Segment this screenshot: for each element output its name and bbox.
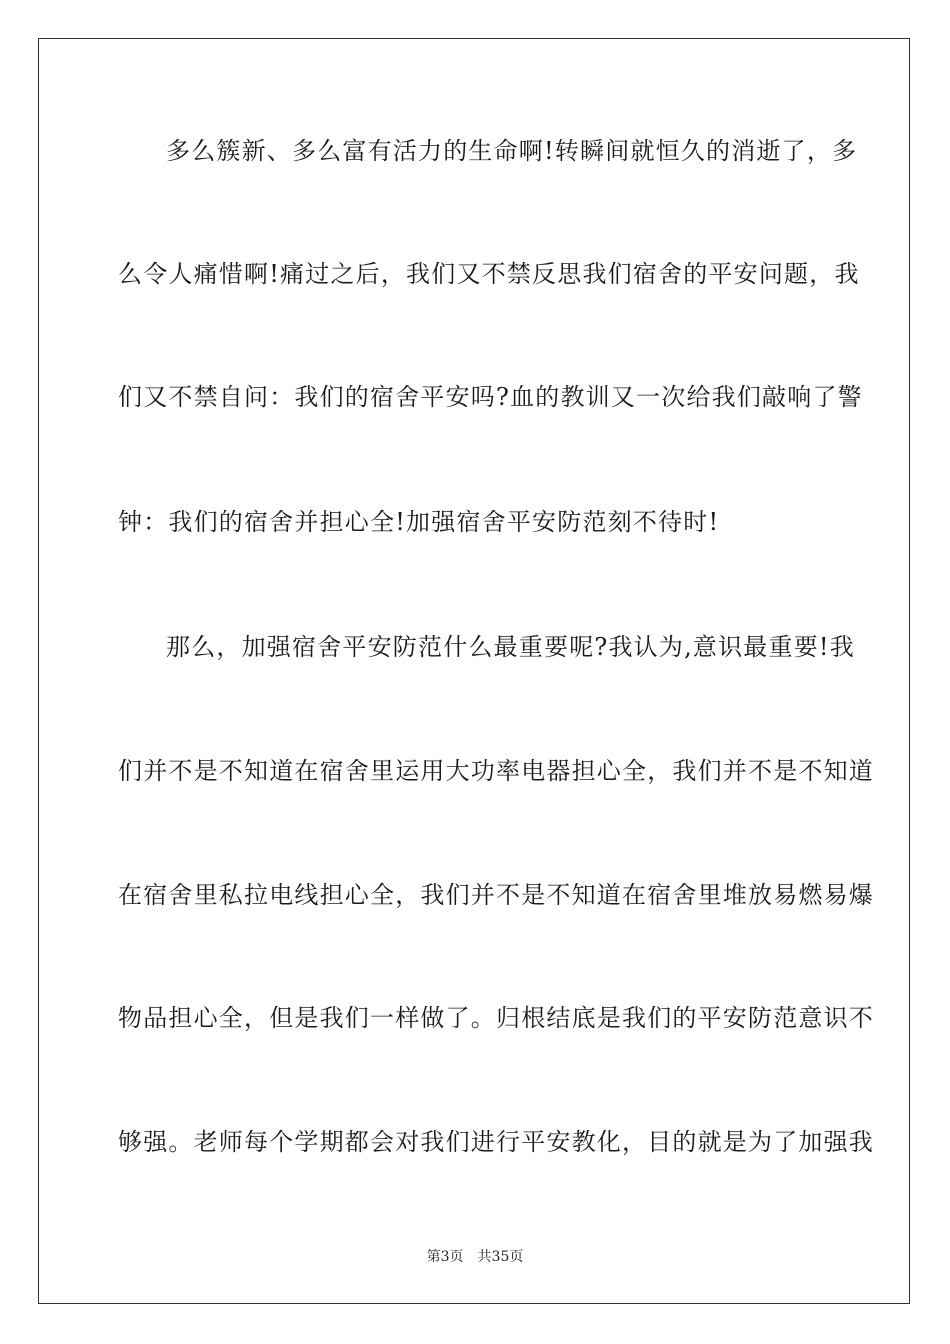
page-number: 第3页 [426, 1249, 464, 1265]
page-footer [0, 1246, 950, 1266]
paragraph-2-line-5: 够强。老师每个学期都会对我们进行平安教化，目的就是为了加强我 [118, 1128, 874, 1156]
paragraph-2-line-4: 物品担心全，但是我们一样做了。归根结底是我们的平安防范意识不 [118, 1004, 874, 1032]
paragraph-1-line-4: 钟：我们的宿舍并担心全!加强宿舍平安防范刻不待时! [118, 508, 720, 536]
paragraph-1-line-1: 多么簇新、多么富有活力的生命啊!转瞬间就恒久的消逝了，多 [166, 137, 858, 165]
page-border [38, 38, 910, 1304]
page-total: 共35页 [477, 1249, 524, 1265]
paragraph-2-line-1: 那么，加强宿舍平安防范什么最重要呢?我认为,意识最重要!我 [166, 633, 855, 661]
paragraph-2-line-3: 在宿舍里私拉电线担心全，我们并不是不知道在宿舍里堆放易燃易爆 [118, 881, 874, 909]
paragraph-2-line-2: 们并不是不知道在宿舍里运用大功率电器担心全，我们并不是不知道 [118, 757, 874, 785]
paragraph-1-line-2: 么令人痛惜啊!痛过之后，我们又不禁反思我们宿舍的平安问题，我 [118, 260, 860, 288]
paragraph-1-line-3: 们又不禁自问：我们的宿舍平安吗?血的教训又一次给我们敲响了警 [118, 383, 863, 411]
